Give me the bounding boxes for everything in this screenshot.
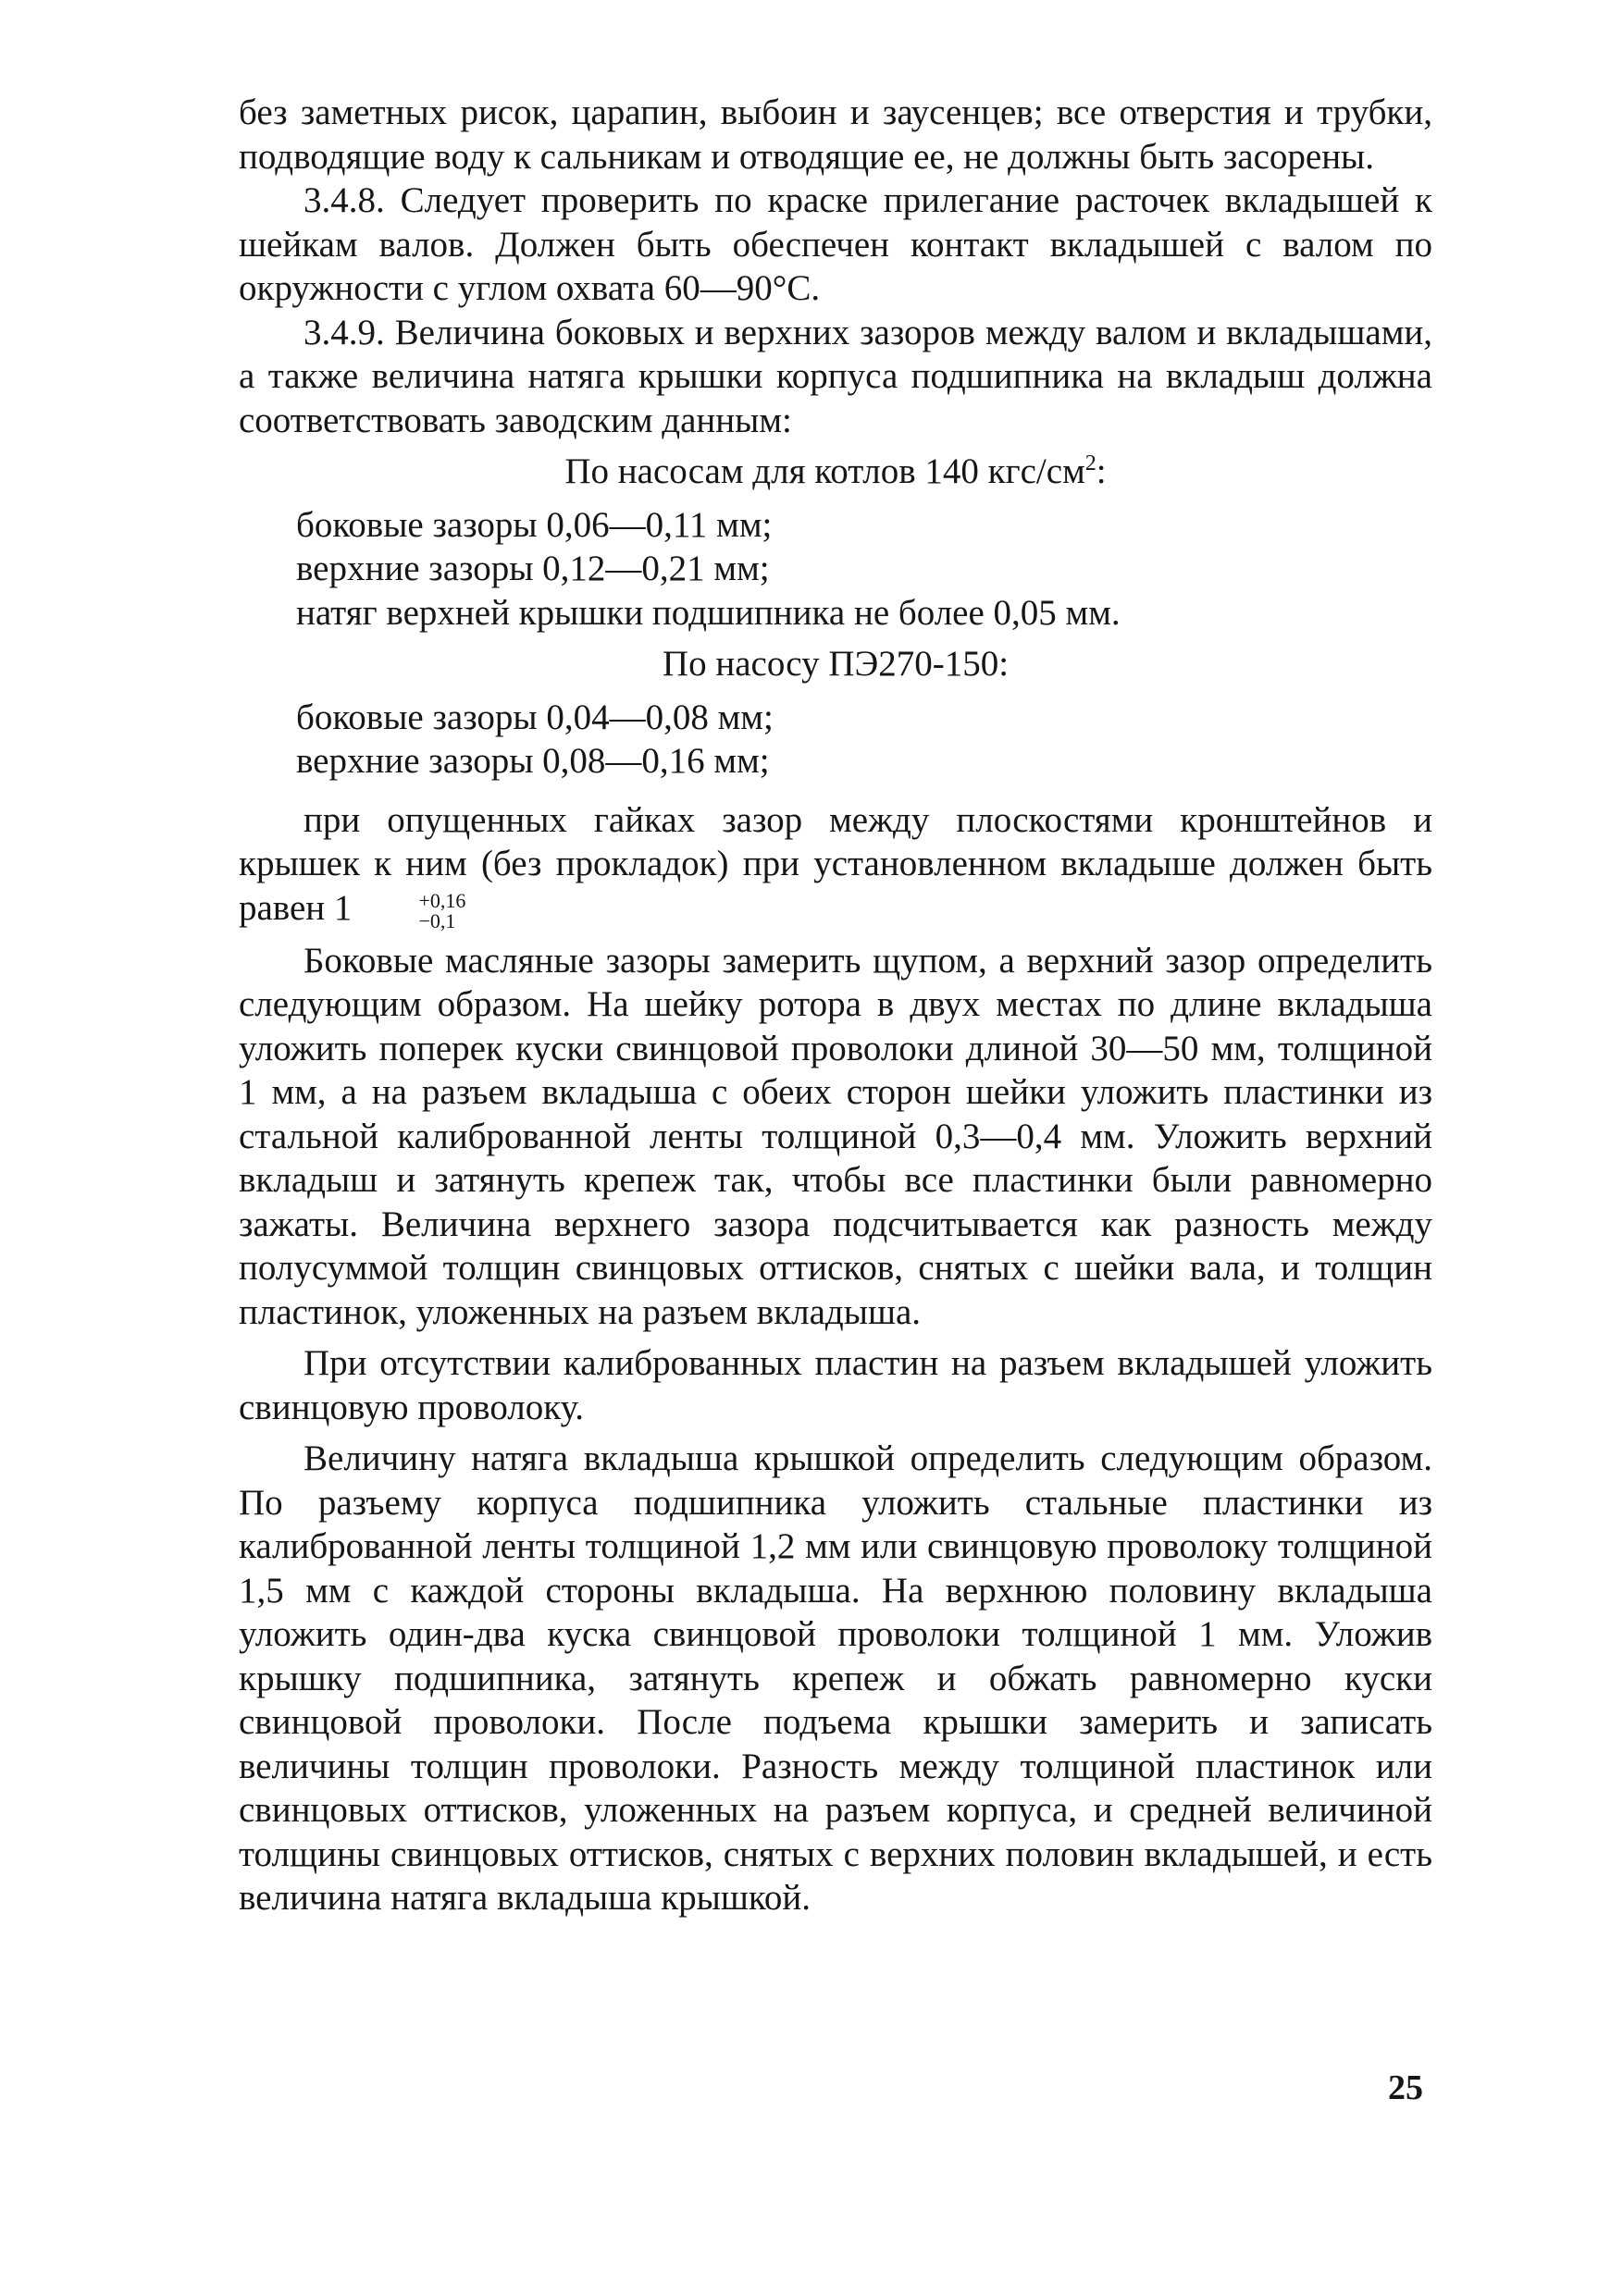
paragraph-bracket-gap: при опущенных гайках зазор между плоскостями кронштейнов и крышек к ним (без прокладок) при установленном вкладыше должен быть равен 1 +0,16 −0,1: [239, 799, 1432, 932]
superscript-2: 2: [1084, 451, 1096, 475]
paragraph-3-4-9: 3.4.9. Величина боковых и верхних зазоров между валом и вкладышами, а также величина натяга крышки корпуса подшипника на вкладыш должна соответствовать заводским данным:: [239, 312, 1432, 440]
list-item: боковые зазоры 0,06—0,11 мм;: [296, 504, 773, 545]
list-item: боковые зазоры 0,04—0,08 мм;: [296, 697, 774, 737]
paragraph-no-calibrated: При отсутствии калиброванных пластин на разъем вкладышей уложить свинцовую проволоку.: [239, 1343, 1432, 1427]
paragraph-interference: Величину натяга вкладыша крышкой определить следующим образом. По разъему корпуса подшипника уложить стальные пластинки из калиброванной ленты толщиной 1,2 мм или свинцовую проволоку толщиной 1,5 мм с каждой стороны вкладыша. На верхнюю половину вкладыша уложить один-два куска свинцовой проволоки толщиной 1 мм. Уложив крышку подшипника, затянуть крепеж и обжать равномерно куски свинцовой проволоки. После подъема крышки замерить и записать величины толщин проволоки. Разность между толщиной пластинок или свинцовых оттисков, уложенных на разъем корпуса, и средней величиной толщины свинцовых оттисков, снятых с верхних половин вкладышей, и есть величина натяга вкладыша крышкой.: [239, 1438, 1432, 1919]
paragraph-oil-gaps: Боковые масляные зазоры замерить щупом, а верхний зазор определить следующим образом. На шейку ротора в двух местах по длине вкладыша уложить поперек куски свинцовой проволоки длиной 30—50 мм, толщиной 1 мм, а на разъем вкладыша с обеих сторон шейки уложить пластинки из стальной калиброванной ленты толщиной 0,3—0,4 мм. Уложить верхний вкладыш и затянуть крепеж так, чтобы все пластинки были равномерно зажаты. Величина верхнего зазора подсчитывается как разность между полусуммой толщин свинцовых оттисков, снятых с шейки вала, и толщин пластинок, уложенных на разъем вкладыша.: [239, 940, 1432, 1332]
subheading-boiler-pumps: По насосам для котлов 140 кгс/$см^2$:: [564, 451, 1107, 491]
page-number: 25: [1388, 2068, 1423, 2107]
list-item: верхние зазоры 0,12—0,21 мм;: [296, 549, 770, 588]
list-item: натяг верхней крышки подшипника не более 0,05 мм.: [296, 592, 1121, 633]
list-item: верхние зазоры 0,08—0,16 мм;: [296, 741, 770, 781]
paragraph-continuation: без заметных рисок, царапин, выбоин и заусенцев; все отверстия и трубки, подводящие воду к сальникам и отводящие ее, не должны быть засорены.: [239, 93, 1432, 177]
tolerance: +0,16 −0,1: [418, 888, 466, 932]
subheading-pump-pe270: По насосу ПЭ270-150:: [662, 644, 1010, 684]
page-text: [239, 91, 1432, 1920]
paragraph-3-4-8: 3.4.8. Следует проверить по краске прилегание расточек вкладышей к шейкам валов. Должен быть обеспечен контакт вкладышей с валом по окружности с углом охвата 60—90°С.: [239, 180, 1432, 308]
